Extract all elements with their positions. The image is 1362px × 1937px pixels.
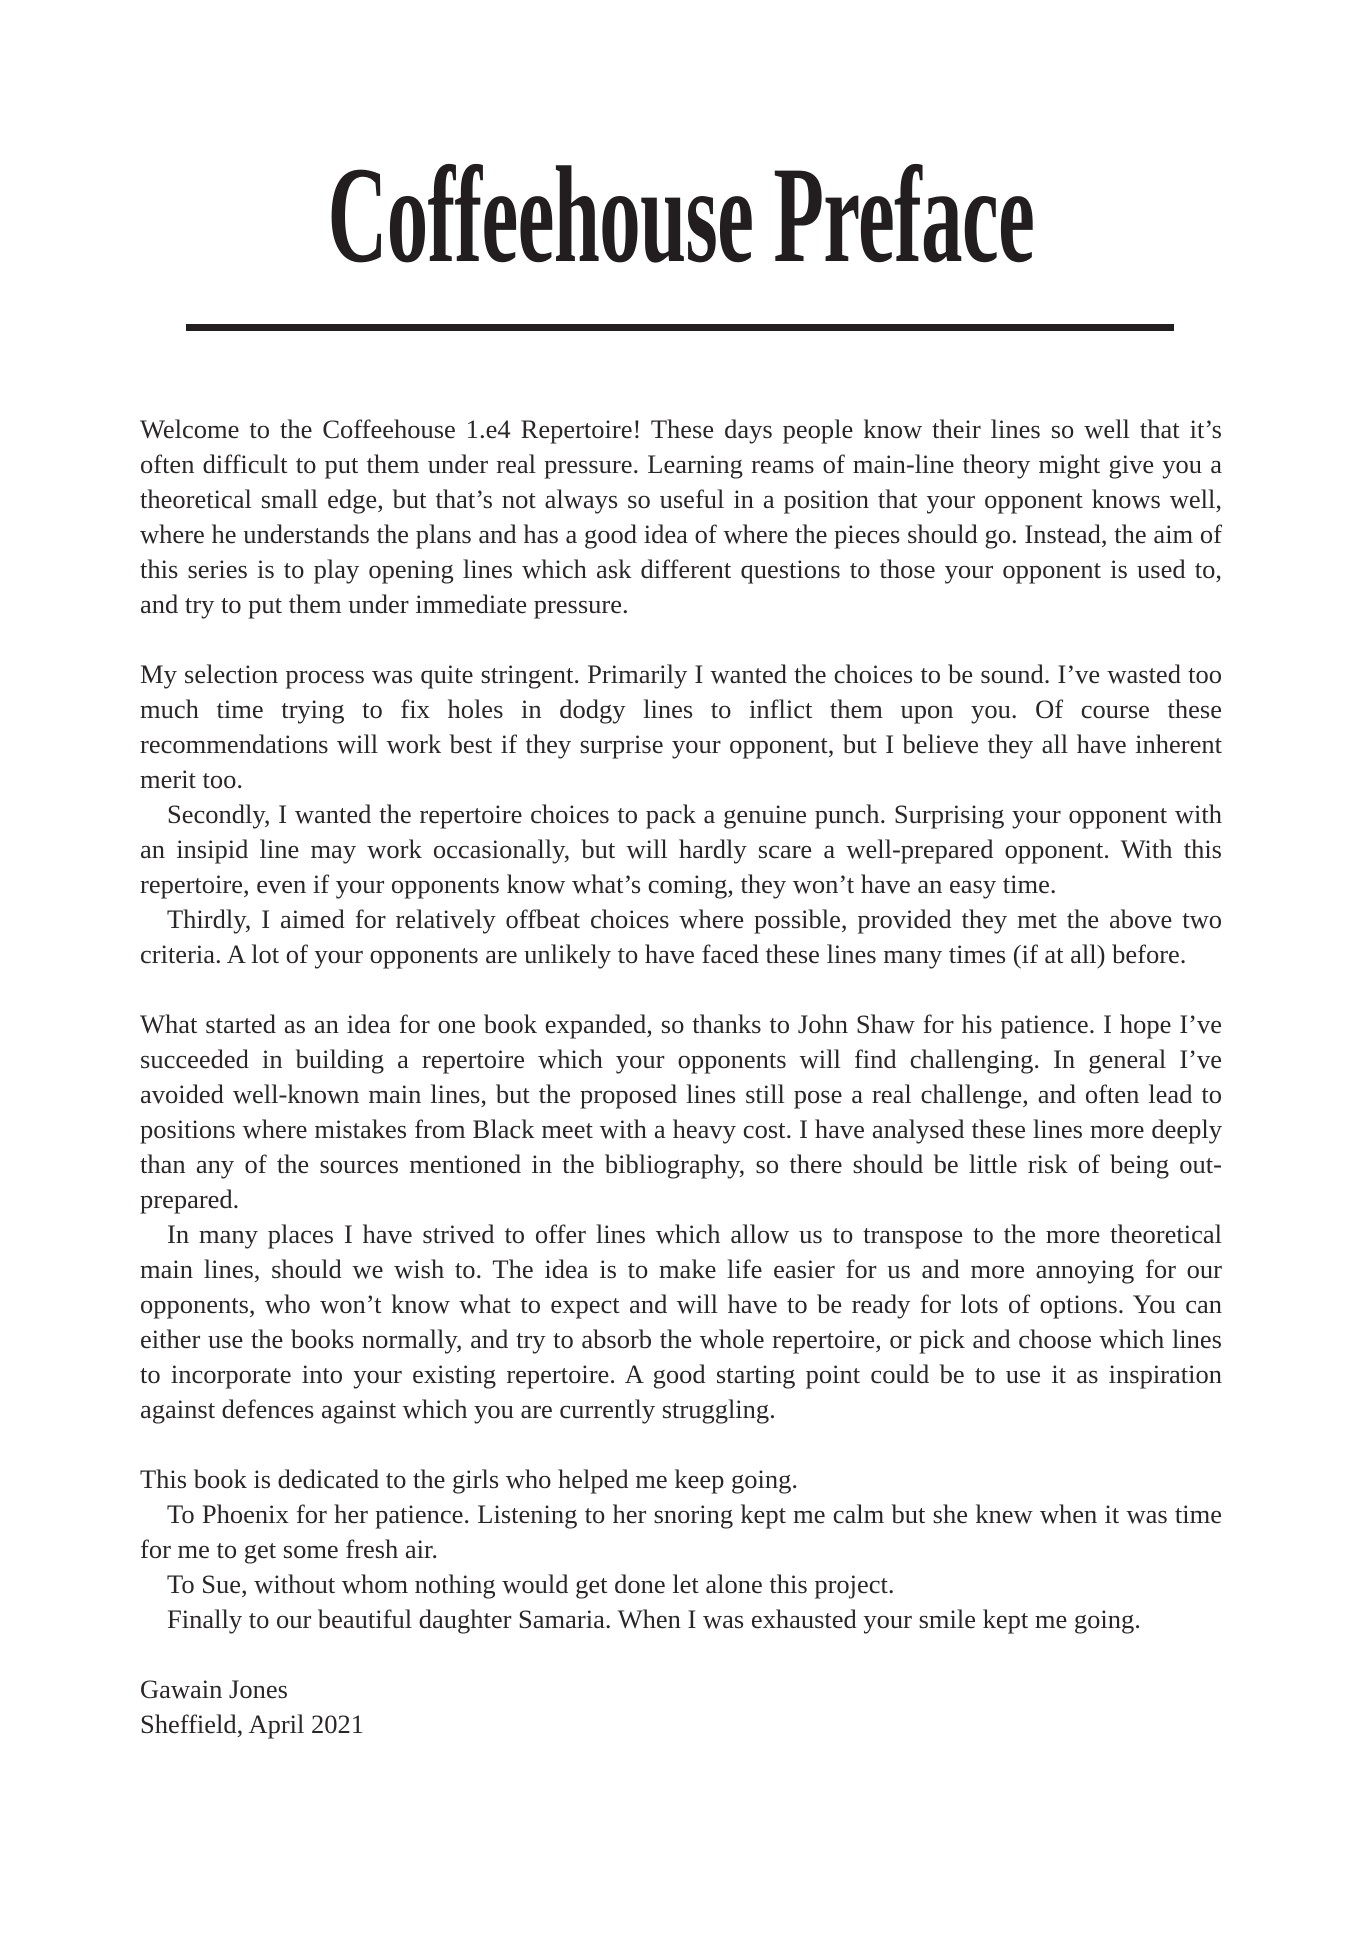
paragraph: Finally to our beautiful daughter Samaria. When I was exhausted your smile kept me going. bbox=[167, 1604, 1141, 1634]
title-divider-rule bbox=[186, 324, 1174, 331]
paragraph: Sheffield, April 2021 bbox=[140, 1709, 365, 1739]
paragraph: What started as an idea for one book expanded, so thanks to John Shaw for his patience. I hope I’ve succeeded in building a repertoire which your opponents will find challenging. In general I’ve avoided well-known main lines, but the proposed lines still pose a real challenge, and often lead to positions where mistakes from Black meet with a heavy cost. I have analysed these lines more deeply than any of the sources mentioned in the bibliography, so there should be little risk of being out-prepared. bbox=[140, 1009, 1222, 1214]
title-area bbox=[0, 138, 1362, 291]
paragraph: This book is dedicated to the girls who helped me keep going. bbox=[140, 1464, 798, 1494]
paragraph: To Sue, without whom nothing would get done let alone this project. bbox=[167, 1569, 895, 1599]
paragraph: Gawain Jones bbox=[140, 1674, 288, 1704]
paragraph: In many places I have strived to offer lines which allow us to transpose to the more theoretical main lines, should we wish to. The idea is to make life easier for us and more annoying for our opponents, who won’t know what to expect and will have to be ready for lots of options. You can either use the books normally, and try to absorb the whole repertoire, or pick and choose which lines to incorporate into your existing repertoire. A good starting point could be to use it as inspiration against defences against which you are currently struggling. bbox=[140, 1219, 1222, 1424]
paragraph: Secondly, I wanted the repertoire choices to pack a genuine punch. Surprising your opponent with an insipid line may work occasionally, but will hardly scare a well-prepared opponent. With this repertoire, even if your opponents know what’s coming, they won’t have an easy time. bbox=[140, 799, 1222, 899]
paragraph: Thirdly, I aimed for relatively offbeat choices where possible, provided they met the above two criteria. A lot of your opponents are unlikely to have faced these lines many times (if at all) before. bbox=[140, 904, 1222, 969]
preface-body bbox=[140, 412, 1222, 1742]
paragraph: My selection process was quite stringent. Primarily I wanted the choices to be sound. I’ve wasted too much time trying to fix holes in dodgy lines to inflict them upon you. Of course these recommendations will work best if they surprise your opponent, but I believe they all have inherent merit too. bbox=[140, 659, 1222, 794]
paragraph: Welcome to the Coffeehouse 1.e4 Repertoire! These days people know their lines so well that it’s often difficult to put them under real pressure. Learning reams of main-line theory might give you a theoretical small edge, but that’s not always so useful in a position that your opponent knows well, where he understands the plans and has a good idea of where the pieces should go. Instead, the aim of this series is to play opening lines which ask different questions to those your opponent is used to, and try to put them under immediate pressure. bbox=[140, 414, 1222, 619]
page-title: Coffeehouse Preface bbox=[327, 138, 1035, 291]
paragraph: To Phoenix for her patience. Listening to her snoring kept me calm but she knew when it was time for me to get some fresh air. bbox=[140, 1499, 1222, 1564]
